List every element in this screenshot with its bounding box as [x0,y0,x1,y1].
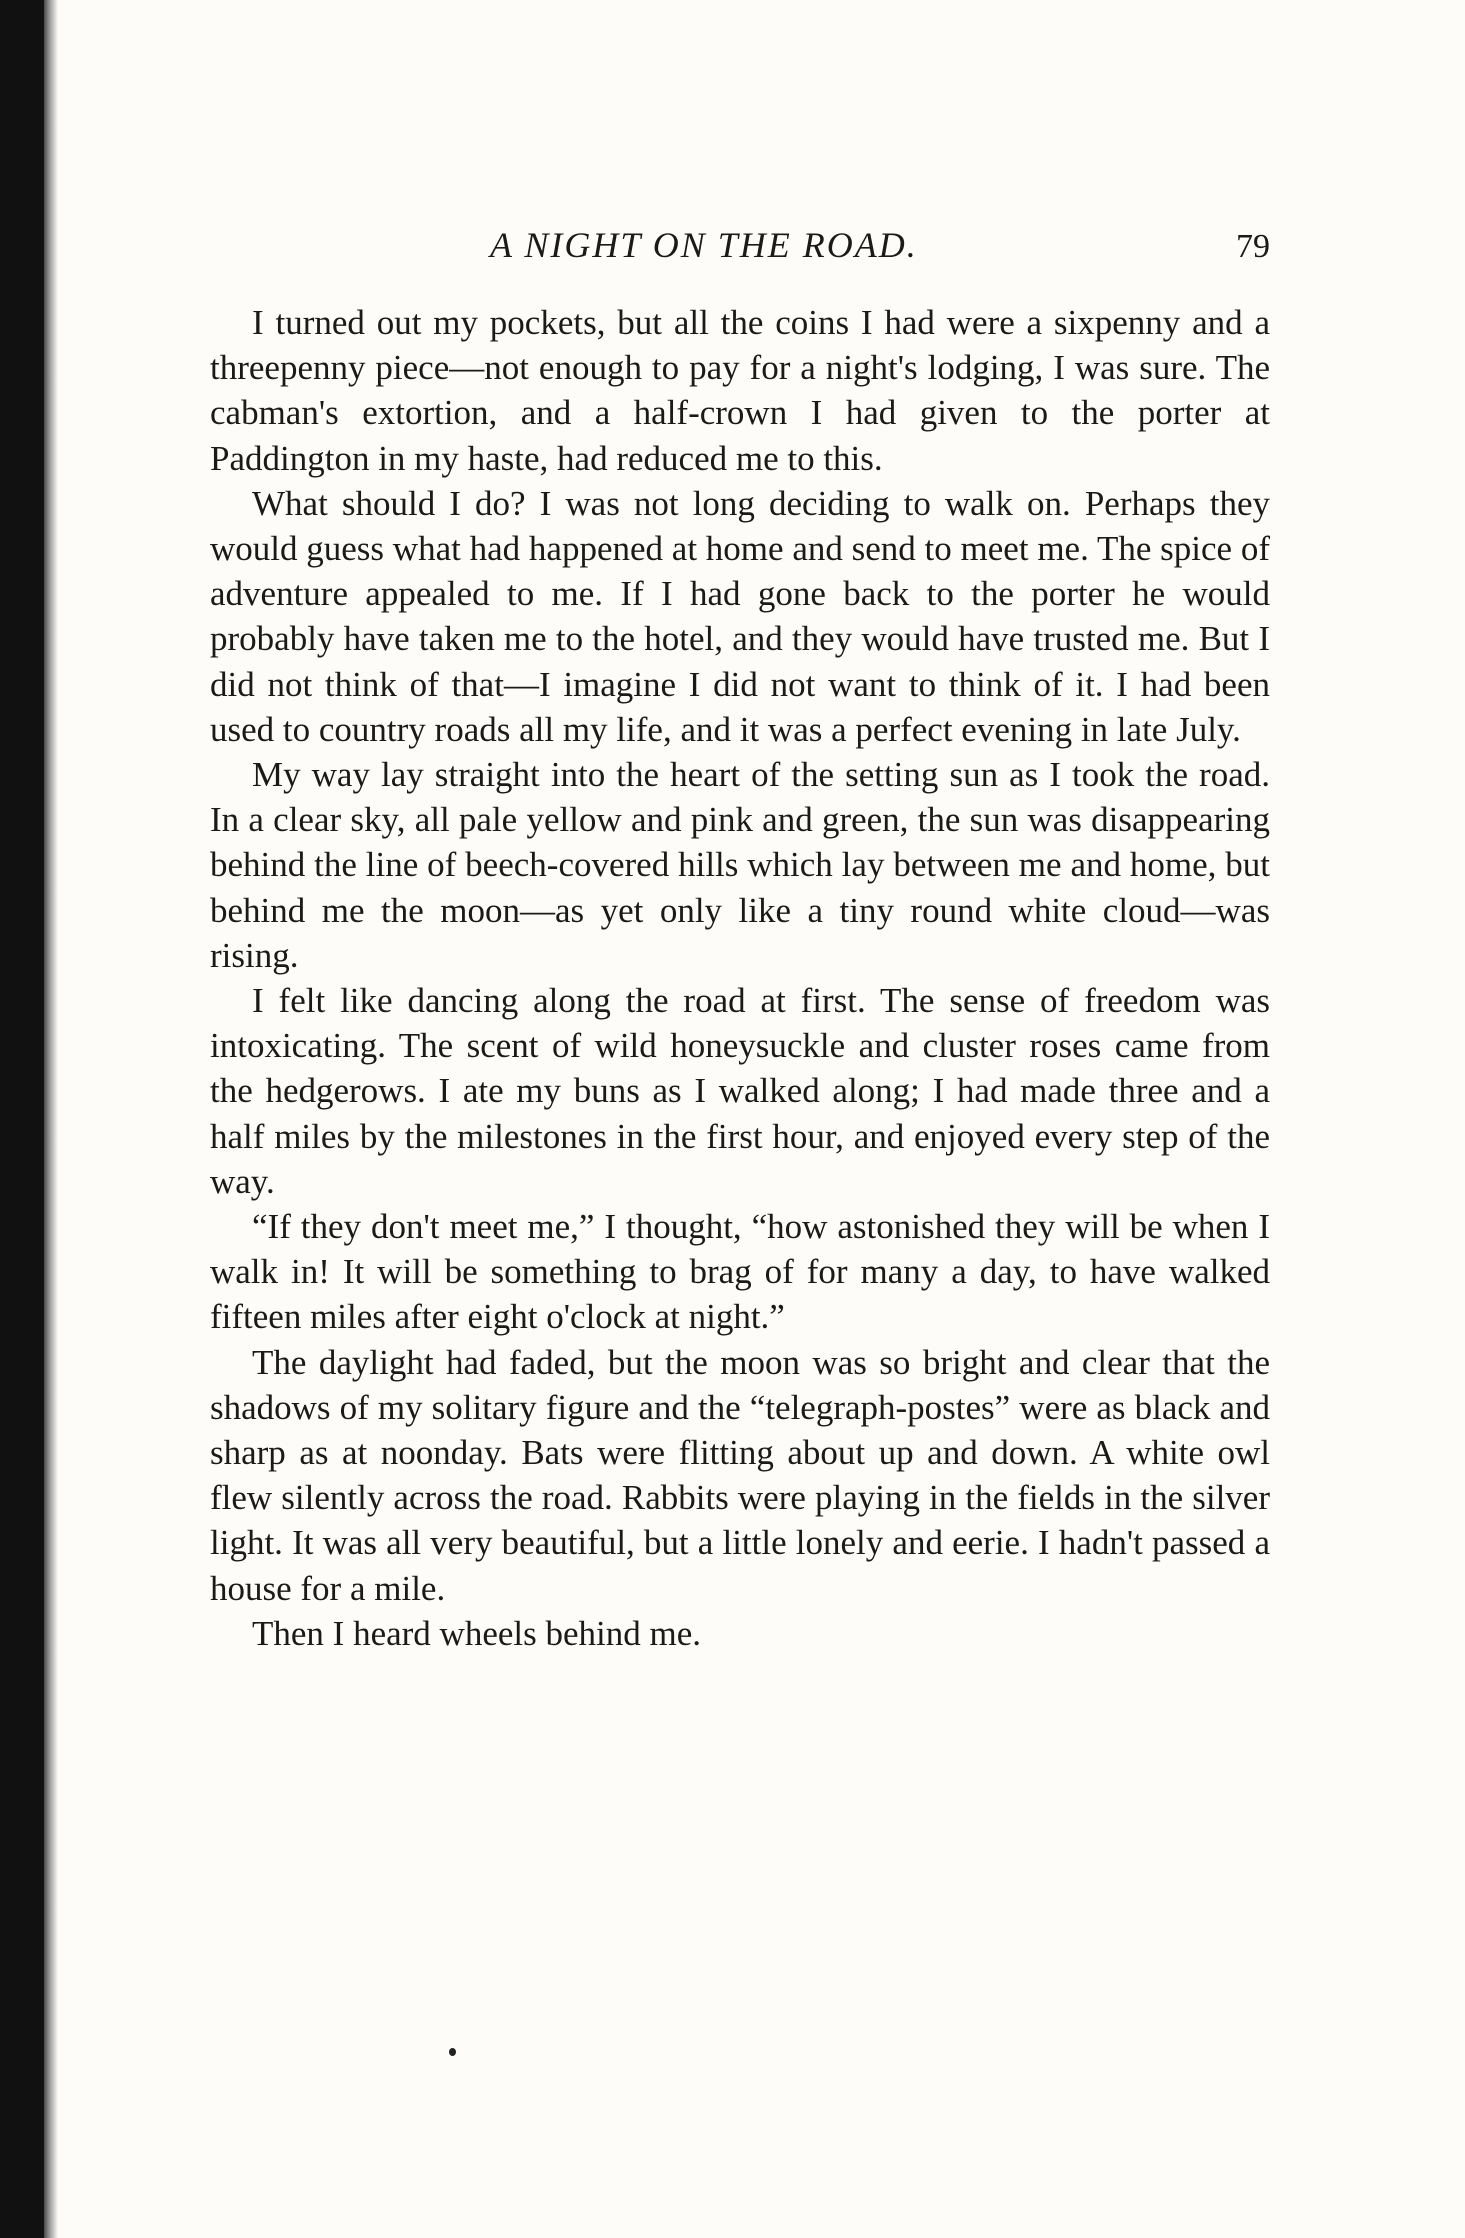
page-header [210,224,1270,284]
paragraph: Then I heard wheels behind me. [252,1613,702,1653]
gutter-edge [44,0,58,2238]
paragraph: I felt like dancing along the road at first. The sense of freedom was intoxicating. The scent of wild honeysuckle and cluster roses came from the hedgerows. I ate my buns as I walked along; I had made three and a half miles by the milestones in the first hour, and enjoyed every step of the way. [210,981,1270,1201]
ink-speck [449,2048,456,2056]
page-number: 79 [1236,228,1270,265]
book-spine-shadow [0,0,44,2238]
paragraph: The daylight had faded, but the moon was so bright and clear that the shadows of my solitary figure and the “telegraph-postes” were as black and sharp as at noonday. Bats were flitting about up and down. A white owl flew silently across the road. Rabbits were playing in the fields in the silver light. It was all very beautiful, but a little lonely and eerie. I hadn't passed a house for a mile. [210,1342,1270,1608]
running-title: A NIGHT ON THE ROAD. [490,225,918,265]
paragraph: “If they don't meet me,” I thought, “how astonished they will be when I walk in! It will be something to brag of for many a day, to have walked fifteen miles after eight o'clock at night.” [210,1207,1270,1337]
paragraph: I turned out my pockets, but all the coins I had were a sixpenny and a threepenny piece—not enough to pay for a night's lodging, I was sure. The cabman's extortion, and a half-crown I had given to the porter at Paddington in my haste, had reduced me to this. [210,303,1270,478]
text-body [210,300,1270,1656]
paragraph: What should I do? I was not long deciding to walk on. Perhaps they would guess what had happened at home and send to meet me. The spice of adventure appealed to me. If I had gone back to the porter he would probably have taken me to the hotel, and they would have trusted me. But I did not think of that—I imagine I did not want to think of it. I had been used to country roads all my life, and it was a perfect evening in late July. [210,483,1270,749]
paragraph: My way lay straight into the heart of the setting sun as I took the road. In a clear sky, all pale yellow and pink and green, the sun was disappearing behind the line of beech-covered hills which lay between me and home, but behind me the moon—as yet only like a tiny round white cloud—was rising. [210,755,1270,975]
